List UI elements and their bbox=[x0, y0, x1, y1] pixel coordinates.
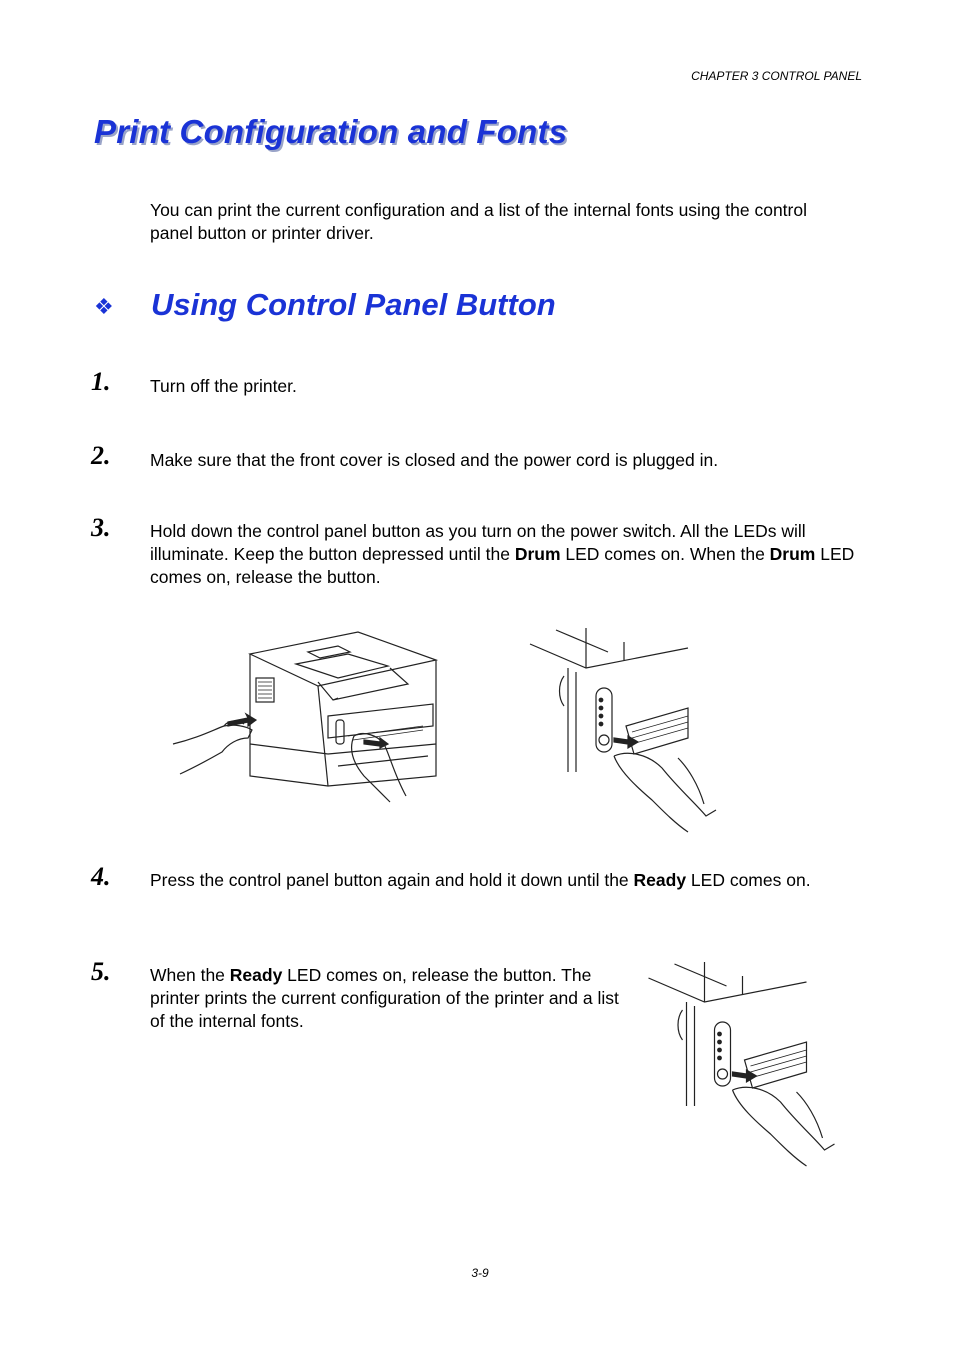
section-title: Using Control Panel Button bbox=[151, 287, 556, 322]
step-text-run: LED comes on, release the button. The printer prints the current configuration of the printer and a list of the internal fonts. bbox=[150, 965, 619, 1031]
step-number: 3. bbox=[91, 513, 111, 542]
step-text-bold: Drum bbox=[769, 544, 816, 564]
intro-paragraph: You can print the current configuration and a list of the internal fonts using the control panel button or printer driver. bbox=[150, 200, 807, 243]
step-number: 4. bbox=[91, 862, 111, 891]
diamond-bullet-icon: ❖ bbox=[94, 294, 114, 319]
control-panel-closeup-illustration bbox=[528, 628, 728, 838]
step-text bbox=[150, 964, 630, 1033]
step-text-run: Turn off the printer. bbox=[150, 376, 297, 396]
step-text-bold: Ready bbox=[229, 965, 283, 985]
step-text bbox=[150, 869, 862, 892]
step-number: 2. bbox=[91, 441, 111, 470]
step-text-run: LED comes on. When the bbox=[560, 544, 770, 564]
page-number: 3-9 bbox=[471, 1266, 489, 1280]
step-text-run: LED comes on, release the button. bbox=[150, 544, 855, 587]
step-text-bold: Drum bbox=[514, 544, 561, 564]
chapter-header: CHAPTER 3 CONTROL PANEL bbox=[691, 69, 862, 83]
step-text bbox=[150, 520, 862, 589]
step-text bbox=[150, 375, 862, 398]
printer-front-illustration bbox=[168, 626, 448, 806]
page-title: Print Configuration and Fonts bbox=[94, 113, 568, 150]
step-text-run: Make sure that the front cover is closed and the power cord is plugged in. bbox=[150, 450, 719, 470]
step-number: 5. bbox=[91, 957, 111, 986]
step-text-run: LED comes on. bbox=[686, 870, 811, 890]
step-number: 1. bbox=[91, 367, 111, 396]
step-text-run: Hold down the control panel button as you turn on the power switch. All the LEDs will illuminate. Keep the button depressed until the bbox=[150, 521, 806, 564]
step-text bbox=[150, 449, 862, 472]
step-text-bold: Ready bbox=[633, 870, 687, 890]
step-text-run: Press the control panel button again and hold it down until the bbox=[150, 870, 634, 890]
control-panel-release-illustration bbox=[644, 962, 849, 1172]
step-text-run: When the bbox=[150, 965, 230, 985]
